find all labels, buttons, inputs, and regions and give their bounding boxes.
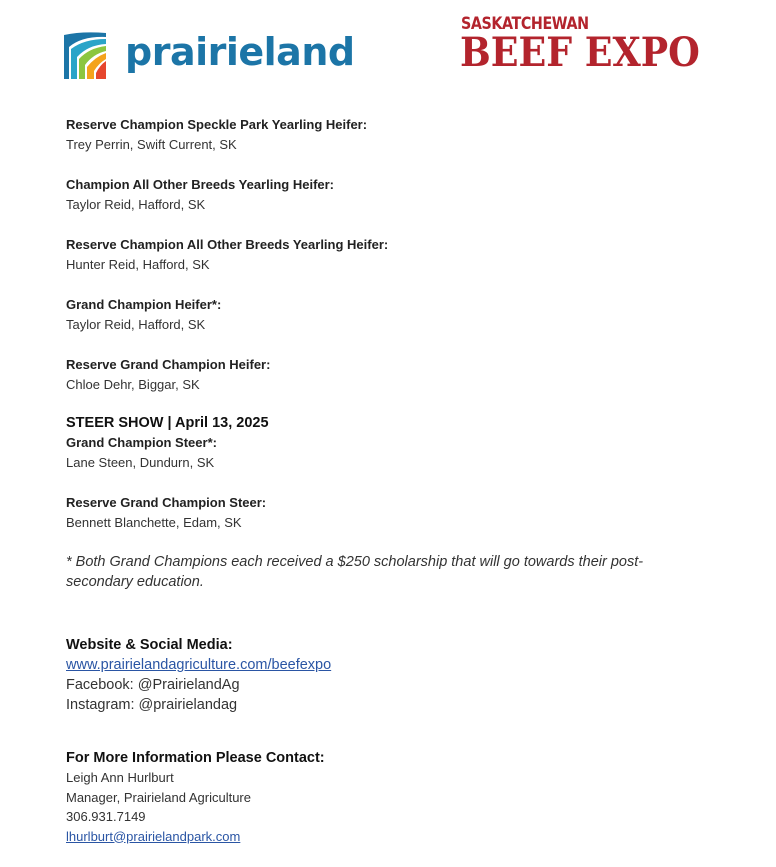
award-label: Grand Champion Heifer*: bbox=[66, 297, 222, 312]
award-label: Reserve Champion All Other Breeds Yearling Heifer: bbox=[66, 237, 389, 252]
award-winner: Hunter Reid, Hafford, SK bbox=[66, 257, 210, 272]
prairieland-stripes-logo-icon bbox=[64, 29, 106, 79]
contact-role: Manager, Prairieland Agriculture bbox=[66, 789, 251, 805]
contact-email-link[interactable]: lhurlburt@prairielandpark.com bbox=[66, 828, 241, 844]
award-item bbox=[66, 493, 726, 533]
award-winner: Lane Steen, Dundurn, SK bbox=[66, 455, 215, 470]
contact-name: Leigh Ann Hurlburt bbox=[66, 770, 174, 785]
beef-expo-logo-top: SASKATCHEWAN bbox=[461, 14, 589, 34]
award-winner: Taylor Reid, Hafford, SK bbox=[66, 317, 206, 332]
contact-heading: For More Information Please Contact: bbox=[66, 750, 325, 766]
beef-expo-logo bbox=[460, 14, 700, 78]
award-item bbox=[66, 235, 726, 275]
website-link[interactable]: www.prairielandagriculture.com/beefexpo bbox=[66, 657, 332, 673]
award-label: Reserve Grand Champion Steer: bbox=[66, 495, 267, 510]
steer-show-heading: STEER SHOW | April 13, 2025 bbox=[66, 415, 269, 431]
prairieland-wordmark: prairieland bbox=[125, 30, 355, 74]
award-item bbox=[66, 355, 726, 395]
award-item bbox=[66, 115, 726, 155]
contact-phone: 306.931.7149 bbox=[66, 809, 146, 824]
page-header bbox=[0, 0, 776, 100]
award-label: Reserve Grand Champion Heifer: bbox=[66, 357, 271, 372]
beef-expo-logo-main: BEEF EXPO bbox=[460, 29, 700, 76]
award-winner: Chloe Dehr, Biggar, SK bbox=[66, 377, 200, 392]
instagram-handle: Instagram: @prairielandag bbox=[66, 697, 238, 713]
scholarship-footnote: * Both Grand Champions each received a $250 scholarship that will go towards their post-secondary education. bbox=[66, 554, 644, 590]
award-label: Grand Champion Steer*: bbox=[66, 435, 217, 450]
award-label: Reserve Champion Speckle Park Yearling Heifer: bbox=[66, 117, 368, 132]
social-heading: Website & Social Media: bbox=[66, 637, 233, 653]
award-item bbox=[66, 175, 726, 215]
document-body bbox=[66, 115, 726, 846]
award-winner: Bennett Blanchette, Edam, SK bbox=[66, 515, 242, 530]
award-winner: Trey Perrin, Swift Current, SK bbox=[66, 137, 237, 152]
facebook-handle: Facebook: @PrairielandAg bbox=[66, 677, 240, 693]
award-item bbox=[66, 433, 726, 473]
award-label: Champion All Other Breeds Yearling Heifer: bbox=[66, 177, 335, 192]
award-item bbox=[66, 295, 726, 335]
prairieland-logo bbox=[64, 29, 354, 79]
award-winner: Taylor Reid, Hafford, SK bbox=[66, 197, 206, 212]
